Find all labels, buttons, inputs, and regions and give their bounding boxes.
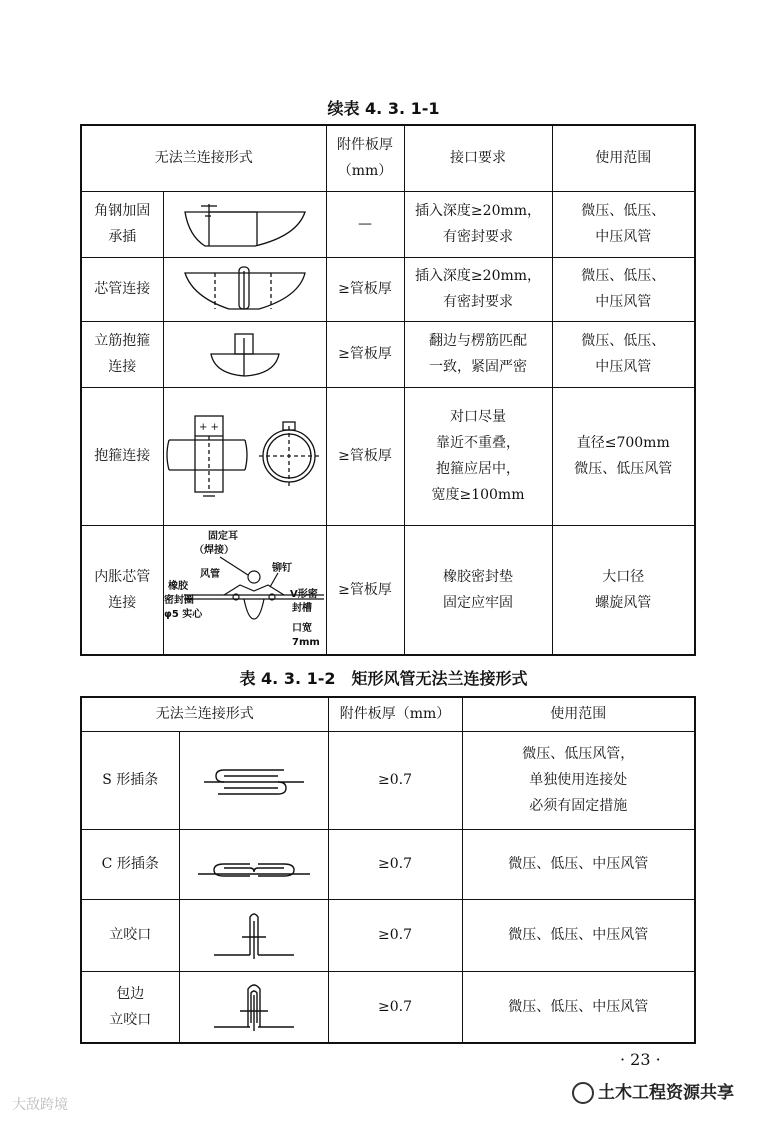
wrapped-standing-seam-sketch [179,971,328,1043]
connection-table-1 [80,124,696,656]
row-requirement: 橡胶密封垫 固定应牢固 [404,525,552,655]
table-caption: 表 4. 3. 1-2 矩形风管无法兰连接形式 [239,669,528,688]
rib-clamp-sketch [163,321,326,387]
row-requirement: 插入深度≥20mm， 有密封要求 [404,191,552,257]
svg-text:+ +: + + [198,422,219,433]
table-row [81,387,695,525]
angle-steel-socket-sketch [163,191,326,257]
table-row [81,829,695,899]
label-duct: 风管 [199,568,220,580]
row-thickness: ≥管板厚 [326,321,404,387]
table-row [81,525,695,655]
row-name: 立咬口 [81,899,179,971]
row-thickness: ≥管板厚 [326,387,404,525]
row-name: 内胀芯管 连接 [81,525,163,655]
watermark-right: 土木工程资源共享 [572,1078,734,1104]
header-thickness: 附件板厚 （mm） [326,125,404,191]
label-rubber: 橡胶 [167,580,188,592]
table-row [81,257,695,321]
header-form: 无法兰连接形式 [81,697,328,731]
table-row [81,321,695,387]
header-form: 无法兰连接形式 [81,125,326,191]
row-scope: 微压、低压、中压风管 [462,829,695,899]
table-row [81,899,695,971]
row-name: 立筋抱箍 连接 [81,321,163,387]
row-scope: 微压、低压、 中压风管 [552,191,695,257]
table-row [81,971,695,1043]
row-requirement: 翻边与楞筋匹配 一致，紧固严密 [404,321,552,387]
core-pipe-sketch [163,257,326,321]
row-thickness: ≥0.7 [328,731,462,829]
row-scope: 微压、低压、中压风管 [462,971,695,1043]
c-strip-sketch [179,829,328,899]
row-scope: 大口径 螺旋风管 [552,525,695,655]
label-seal-groove: 封槽 [291,602,312,614]
watermark-left: 大敌跨境 [12,1097,68,1113]
row-thickness: — [326,191,404,257]
table-caption: 续表 4. 3. 1-1 [327,99,440,118]
header-scope: 使用范围 [462,697,695,731]
row-requirement: 插入深度≥20mm， 有密封要求 [404,257,552,321]
row-thickness: ≥0.7 [328,971,462,1043]
page-number: · 23 · [620,1050,661,1069]
row-scope: 微压、低压、 中压风管 [552,257,695,321]
label-opening: 口宽 [291,622,312,634]
label-solid: φ5 实心 [163,608,202,620]
row-name: C 形插条 [81,829,179,899]
row-scope: 微压、低压、中压风管 [462,899,695,971]
header-scope: 使用范围 [552,125,695,191]
standing-seam-sketch [179,899,328,971]
row-scope: 微压、低压、 中压风管 [552,321,695,387]
row-thickness: ≥管板厚 [326,525,404,655]
s-strip-sketch [179,731,328,829]
table-header-row [81,697,695,731]
wechat-icon [572,1082,594,1104]
row-name: 芯管连接 [81,257,163,321]
label-rivet: 铆钉 [271,562,292,574]
row-name: 包边 立咬口 [81,971,179,1043]
table-row [81,191,695,257]
table-row [81,731,695,829]
header-thickness: 附件板厚（mm） [328,697,462,731]
connection-table-2 [80,696,696,1044]
row-thickness: ≥0.7 [328,829,462,899]
label-v-seal: V形密 [289,588,318,600]
row-name: 抱箍连接 [81,387,163,525]
label-fixed-ear: 固定耳 [207,530,238,542]
row-scope: 直径≤700mm 微压、低压风管 [552,387,695,525]
row-name: 角钢加固 承插 [81,191,163,257]
row-scope: 微压、低压风管， 单独使用连接处 必须有固定措施 [462,731,695,829]
row-thickness: ≥管板厚 [326,257,404,321]
table-header-row [81,125,695,191]
row-thickness: ≥0.7 [328,899,462,971]
row-name: S 形插条 [81,731,179,829]
label-weld: （焊接） [193,544,234,556]
label-width: 7mm [291,636,320,648]
row-requirement: 对口尽量 靠近不重叠， 抱箍应居中， 宽度≥100mm [404,387,552,525]
label-seal-ring: 密封圈 [163,594,194,606]
internal-expansion-sketch [163,525,326,655]
clamp-connection-sketch [163,387,326,525]
header-requirement: 接口要求 [404,125,552,191]
